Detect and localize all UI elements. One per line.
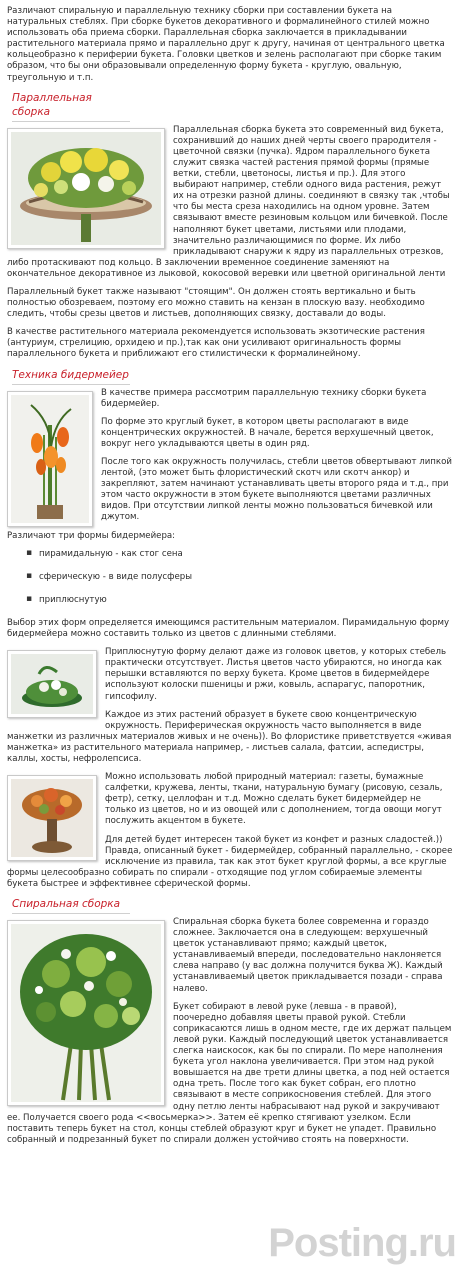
list-item: ▪ сферическую - в виде полусферы: [39, 572, 453, 583]
parallel-paragraph: Параллельная сборка букета это современный вид букета, сохранивший до наших дней черты своего прародителя - цветочной связки (пучка). Ядром параллельного букета служит связка частей растения прямой формы (прямые ветки, стебли, цветоносы, листья и пр.). Для этого выбирают например, стебли одного вида растения, режут их на отрезки разной длины. соединяют в связку так ,чтобы что бы места среза находились на одном уровне. Затем связывают вместе резиновым кольцом или бичевкой. После наполняют букет цветами, листьями или плодами, значительно различающимися по форме. Их либо прикладывают снаружи к ядру из параллельных отрезков, либо протаскивают под кольцо. В заключении временное соединение заменяют на окончательное декоративное из лыковой, кокосовой веревки или цветной оригинальной ленти: [7, 124, 450, 279]
biedermeier-paragraph: После того как окружность получилась, стебли цветов обвертывают липкой лентой, (это может быть флористический скотч или скотч анкор) и закрепляют, затем начинают устанавливать цветы второго ряда и т.д., при этом часто окружности в этом букете выполняются цветами различных видов. При отсутствии липкой ленты можно пользоваться бичевкой или джутом.: [101, 457, 452, 523]
list-item: ▪ пирамидальную - как стог сена: [39, 549, 453, 560]
intro-paragraph: Различают спиральную и параллельную технику сборки при составлении букета на натуральных стеблях. При сборке букетов декоративного и формалинейного стилей можно использовать оба приема сборки. Параллельная сборка заключается в прикладывании растительного материала прямо и параллельно друг к другу, начиная от центрального цветка кольцеобразно к периферии букета. Головки цветков и зелень располагают при сборке таким образом, что бы они образовывали определенную форму букета - круглую, овальную, треугольную и т.п.: [7, 6, 445, 83]
bouquet-image: [11, 395, 89, 523]
bouquet-photo-flat: [7, 650, 97, 718]
biedermeier-paragraph: Можно использовать любой природный материал: газеты, бумажные салфетки, кружева, ленты, ткани, натуральную бумагу (рисовую, сезаль, фетр), сетку, целлофан и т.д. Можно сделать букет бидермейдер не только из цветов, но и из овощей или с дополнением, тогда овощи могут послужить акцентом в букете.: [105, 772, 443, 827]
section-heading: Техника бидермейер: [12, 368, 130, 385]
biedermeier-paragraph: Каждое из этих растений образует в букете свою концентрическую окружность. Периферическая окружность часто выполняется в виде манжетки из различных материалов живых и не очень)). Во флористике приветствуется «живая манжетка» из растительного материала например, - листьев салала, фатсии, аспедистры, каллы, хосты, нефролепсиса.: [7, 709, 452, 764]
spiral-paragraph: Букет собирают в левой руке (левша - в правой), поочередно добавляя цветы правой рукой. Стебли соприкасаются лишь в одном месте, где их держат пальцем левой руки. Каждый последующий цветок устанавливается слегка наискосок, как бы по спирали. По мере наполнения букета угол наклона увеличивается. При этом над рукой вовышается на две трети длины цветка, а под ней остается одна треть. После того как букет собран, его плотно связывают в месте соприкосновения стеблей. Для этого одну петлю ленты набрасывают над рукой и закручивают ее. Получается своего рода <<восьмерка>>. Затем её крепко стягивают узелком. Если поставить теперь букет на стол, концы стеблей образуют круг и букет не упадет. Правильно собранный и подрезанный букет по спирали должен устойчиво стоять на поверхности.: [7, 1001, 452, 1145]
bouquet-photo-calla: [7, 391, 93, 527]
bouquet-photo-spiral: [7, 920, 165, 1106]
spiral-paragraph: Спиральная сборка букета более современна и гораздо сложнее. Заключается она в следующем: верхушечный цветок устанавливают прямо; каждый цветок, устанавливаемый впереди, последовательно наклоняется слева направо (у вас должна получится буква Ж). Каждый устанавливаемый цветок прикладывается позади - справа налево.: [173, 917, 443, 994]
parallel-paragraph: В качестве растительного материала рекомендуется использовать экзотические растения (антуриум, стрелицию, орхидею и пр.),так как они усиливают оригинальность формы параллельного букета и приближают его стилистически к формалинейному.: [7, 327, 425, 360]
section-parallel: [7, 91, 453, 361]
bouquet-image: [11, 132, 161, 245]
bouquet-image: [11, 654, 93, 714]
forms-intro: Различают три формы бидермейера:: [7, 530, 176, 541]
biedermeier-paragraph: Выбор этих форм определяется имеющимся растительным материалом. Пирамидальную форму бидермейера можно составить только из цветов с длинными стеблями.: [7, 617, 450, 640]
bouquet-photo-vase: [7, 775, 97, 861]
biedermeier-paragraph: В качестве примера рассмотрим параллельную технику сборки букета бидермейер.: [101, 387, 427, 409]
watermark-logo: Posting.ru: [268, 1220, 456, 1265]
list-item: ▪ приплюснутую: [39, 595, 453, 606]
biedermeier-paragraph: Для детей будет интересен такой букет из конфет и разных сладостей.)) Правда, описанный букет - бидермейдер, собранный параллельно, - скорее исключение из правила, так как этот букет круглой формы, а все круглые формы целесообразно собирать по спирали - отходящие под углом собираемые элементы букета быстрее и эффективнее сферической формы.: [7, 834, 453, 889]
bouquet-image: [11, 924, 161, 1102]
bouquet-image: [11, 779, 93, 857]
section-spiral: [7, 897, 453, 1146]
section-biedermeier: [7, 368, 453, 890]
section-heading: Спиральная сборка: [12, 897, 130, 914]
section-heading: Параллельная сборка: [12, 91, 130, 122]
forms-list: [7, 549, 453, 606]
biedermeier-paragraph: Приплюснутую форму делают даже из головок цветов, у которых стебель практически отсутствует. Листья цветов часто убираются, но иногда как перышки вставляются по верху букета. Кроме цветов в бидермейдере используют колоски пшеницы и ржи, ковыль, аспарагус, папоротник, гипсофилу.: [105, 647, 447, 702]
biedermeier-paragraph: По форме это круглый букет, в котором цветы располагают в виде концентрических окружностей. В начале, берется верхушечный цветок, вокруг него укладываются цветы в один ряд.: [101, 416, 434, 449]
parallel-paragraph: Параллельный букет также называют "стоящим". Он должен стоять вертикально и быть полностью обозреваем, поэтому его можно ставить на кензан в плоскую вазу. необходимо следить, чтобы срезы цветов и листьев, дополняющих связку, доставали до воды.: [7, 286, 425, 320]
bouquet-photo-parallel: [7, 128, 165, 249]
